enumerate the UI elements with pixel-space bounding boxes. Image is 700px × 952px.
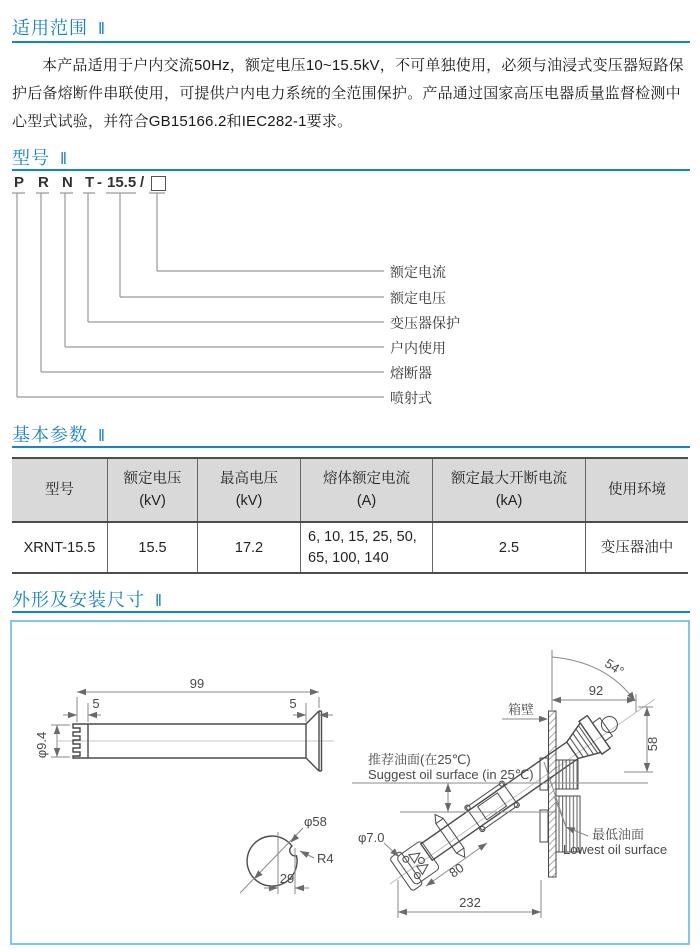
model-code-letter-r: R bbox=[38, 174, 49, 191]
model-label-transformer: 变压器保护 bbox=[390, 315, 460, 331]
table-data-row bbox=[12, 523, 688, 572]
model-section-title bbox=[12, 144, 68, 170]
holder-frame-window bbox=[478, 793, 507, 820]
oil-recommended-en: Suggest oil surface (in 25℃) bbox=[368, 767, 534, 782]
dim-5-left: 5 bbox=[92, 696, 100, 711]
table-header-row bbox=[12, 459, 688, 523]
dims-section-title bbox=[12, 586, 163, 612]
scope-title-text: 适用范围 bbox=[12, 18, 88, 38]
table-cell-breaking-current: 2.5 bbox=[433, 523, 586, 572]
dims-title-text: 外形及安装尺寸 bbox=[12, 590, 145, 610]
model-code-letter-p: P bbox=[14, 174, 25, 191]
model-diagram-lines bbox=[0, 174, 700, 414]
dim-99: 99 bbox=[189, 676, 205, 691]
params-title-rule bbox=[12, 446, 690, 448]
scope-paragraph: 本产品适用于户内交流50Hz，额定电压10~15.5kV，不可单独使用，必须与油浸式变压器短路保护后备熔断件串联使用，可提供户内电力系统的全范围保护。产品通过国家高压电器质量监督检测中心型式试验，并符合GB15166.2和IEC282-1要求。 bbox=[12, 57, 684, 130]
table-cell-environment: 变压器油中 bbox=[600, 539, 674, 556]
table-cell-rated-voltage: 15.5 bbox=[108, 523, 198, 572]
oil-lowest-en: Lowest oil surface bbox=[563, 842, 668, 857]
dim-29: 29 bbox=[279, 871, 295, 886]
flange-block-upper bbox=[556, 760, 578, 789]
params-section-title bbox=[12, 421, 106, 447]
table-header-rated-voltage bbox=[108, 459, 198, 521]
table-cell-max-voltage: 17.2 bbox=[198, 523, 301, 572]
dim-58: 58 bbox=[645, 736, 660, 752]
params-title-text: 基本参数 bbox=[12, 425, 88, 445]
dim-232: 232 bbox=[459, 895, 481, 910]
parameters-table bbox=[12, 457, 688, 574]
header-unit: (kV) bbox=[235, 493, 263, 509]
header-name: 额定电压 bbox=[123, 471, 182, 487]
table-cell-model: XRNT-15.5 bbox=[12, 523, 108, 572]
model-code-letter-n: N bbox=[62, 174, 73, 191]
dimension-drawing-box bbox=[10, 620, 690, 945]
dim-92: 92 bbox=[588, 683, 604, 698]
title-marker-icon: ‖ bbox=[98, 19, 107, 38]
header-unit: (kV) bbox=[139, 493, 166, 509]
table-header-fuse-current bbox=[301, 459, 433, 521]
model-label-indoor: 户内使用 bbox=[390, 340, 446, 356]
header-name: 型号 bbox=[45, 482, 74, 498]
model-label-fuse: 熔断器 bbox=[390, 365, 432, 381]
table-header-max-voltage bbox=[198, 459, 301, 521]
model-label-expulsion: 喷射式 bbox=[390, 390, 432, 406]
scope-title-rule bbox=[12, 41, 690, 43]
clamp-tips bbox=[431, 812, 468, 860]
header-name: 额定最大开断电流 bbox=[451, 471, 567, 487]
model-code-dash: - bbox=[97, 174, 102, 191]
model-code-voltage: 15.5 bbox=[107, 174, 137, 191]
title-marker-icon: ‖ bbox=[98, 426, 107, 445]
title-marker-icon: ‖ bbox=[155, 591, 164, 610]
technical-drawing bbox=[12, 622, 688, 943]
title-marker-icon: ‖ bbox=[60, 149, 69, 168]
oil-recommended-cn: 推荐油面(在25℃) bbox=[368, 752, 471, 767]
table-header-model bbox=[12, 459, 108, 521]
header-name: 使用环境 bbox=[608, 482, 666, 498]
dim-54-deg: 54° bbox=[602, 655, 627, 679]
dim-phi-58: φ58 bbox=[304, 814, 327, 829]
scope-section-title bbox=[12, 14, 106, 40]
model-code-slash: / bbox=[140, 174, 145, 191]
table-cell-fuse-current: 6, 10, 15, 25, 50, 65, 100, 140 bbox=[301, 523, 433, 572]
cap-knob bbox=[598, 713, 620, 735]
model-label-rated-current: 额定电流 bbox=[390, 264, 446, 280]
dim-99-lines bbox=[77, 692, 319, 722]
model-title-rule bbox=[12, 169, 690, 171]
oil-lowest-cn: 最低油面 bbox=[592, 827, 645, 842]
dim-80: 80 bbox=[446, 860, 467, 881]
model-title-text: 型号 bbox=[12, 148, 50, 168]
header-name: 熔体额定电流 bbox=[323, 471, 410, 487]
dim-phi-9-4: φ9.4 bbox=[34, 731, 49, 759]
model-label-rated-voltage: 额定电压 bbox=[390, 290, 446, 306]
fuse-holder-assembly bbox=[384, 699, 631, 893]
header-name: 最高电压 bbox=[220, 471, 278, 487]
dim-phi-7: φ7.0 bbox=[358, 830, 385, 845]
flange-tab-lower bbox=[540, 810, 548, 842]
header-unit: (kA) bbox=[495, 493, 523, 509]
dim-5-right: 5 bbox=[289, 696, 297, 711]
header-unit: (A) bbox=[356, 493, 377, 509]
table-header-environment bbox=[586, 459, 688, 521]
model-code-letter-t: T bbox=[85, 174, 95, 191]
dim-r4: R4 bbox=[317, 851, 334, 866]
wall-label: 箱壁 bbox=[507, 702, 535, 717]
dims-title-rule bbox=[12, 611, 690, 613]
cap-flare-ribs bbox=[567, 726, 597, 761]
table-header-breaking-current bbox=[433, 459, 586, 521]
